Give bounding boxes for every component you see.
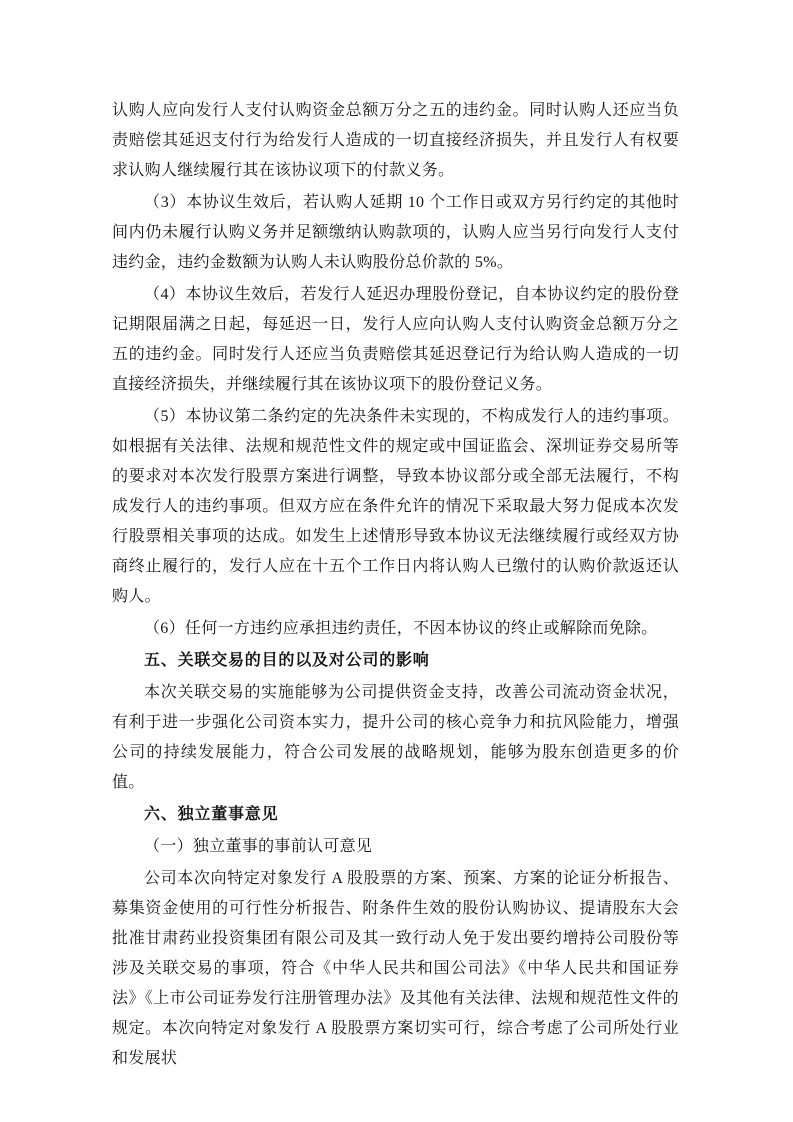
paragraph-clause-3: （3）本协议生效后，若认购人延期 10 个工作日或双方另行约定的其他时间内仍未履行认购义务并足额缴纳认购款项的，认购人应当另行向发行人支付违约金，违约金数额为认购人未认购股份总价款的 5%。 <box>112 194 679 271</box>
section-heading-related-transaction-impact: 五、关联交易的目的以及对公司的影响 <box>144 652 430 669</box>
paragraph-independent-director-opinion: 公司本次向特定对象发行 A 股股票的方案、预案、方案的论证分析报告、募集资金使用的可行性分析报告、附条件生效的股份认购协议、提请股东大会批准甘肃药业投资集团有限公司及其一致行动人免于发出要约增持公司股份等涉及关联交易的事项，符合《中华人民共和国公司法》《中华人民共和国证券法》《上市公司证券发行注册管理办法》及其他有关法律、法规和规范性文件的规定。本次向特定对象发行 A 股股票方案切实可行，综合考虑了公司所处行业和发展状 <box>112 870 679 1067</box>
paragraph-clause-4: （4）本协议生效后，若发行人延迟办理股份登记，自本协议约定的股份登记期限届满之日起，每延迟一日，发行人应向认购人支付认购资金总额万分之五的违约金。同时发行人还应当负责赔偿其延迟登记行为给认购人造成的一切直接经济损失，并继续履行其在该协议项下的股份登记义务。 <box>112 286 679 393</box>
section-heading-independent-director-opinion: 六、独立董事意见 <box>144 806 279 823</box>
paragraph-clause-6: （6）任何一方违约应承担违约责任，不因本协议的终止或解除而免除。 <box>144 620 658 637</box>
paragraph-clause-5: （5）本协议第二条约定的先决条件未实现的，不构成发行人的违约事项。如根据有关法律、法规和规范性文件的规定或中国证监会、深圳证券交易所等的要求对本次发行股票方案进行调整，导致本协议部分或全部无法履行，不构成发行人的违约事项。但双方应在条件允许的情况下采取最大努力促成本次发行股票相关事项的达成。如发生上述情形导致本协议无法继续履行或经双方协商终止履行的，发行人应在十五个工作日内将认购人已缴付的认购价款返还认购人。 <box>112 408 679 605</box>
paragraph-breach-payment-continuation: 认购人应向发行人支付认购资金总额万分之五的违约金。同时认购人还应当负责赔偿其延迟支付行为给发行人造成的一切直接经济损失，并且发行人有权要求认购人继续履行其在该协议项下的付款义务。 <box>112 102 679 179</box>
paragraph-transaction-impact: 本次关联交易的实施能够为公司提供资金支持，改善公司流动资金状况，有利于进一步强化公司资本实力，提升公司的核心竞争力和抗风险能力，增强公司的持续发展能力，符合公司发展的战略规划，能够为股东创造更多的价值。 <box>112 684 679 791</box>
subsection-heading-prior-approval-opinion: （一）独立董事的事前认可意见 <box>144 838 373 855</box>
